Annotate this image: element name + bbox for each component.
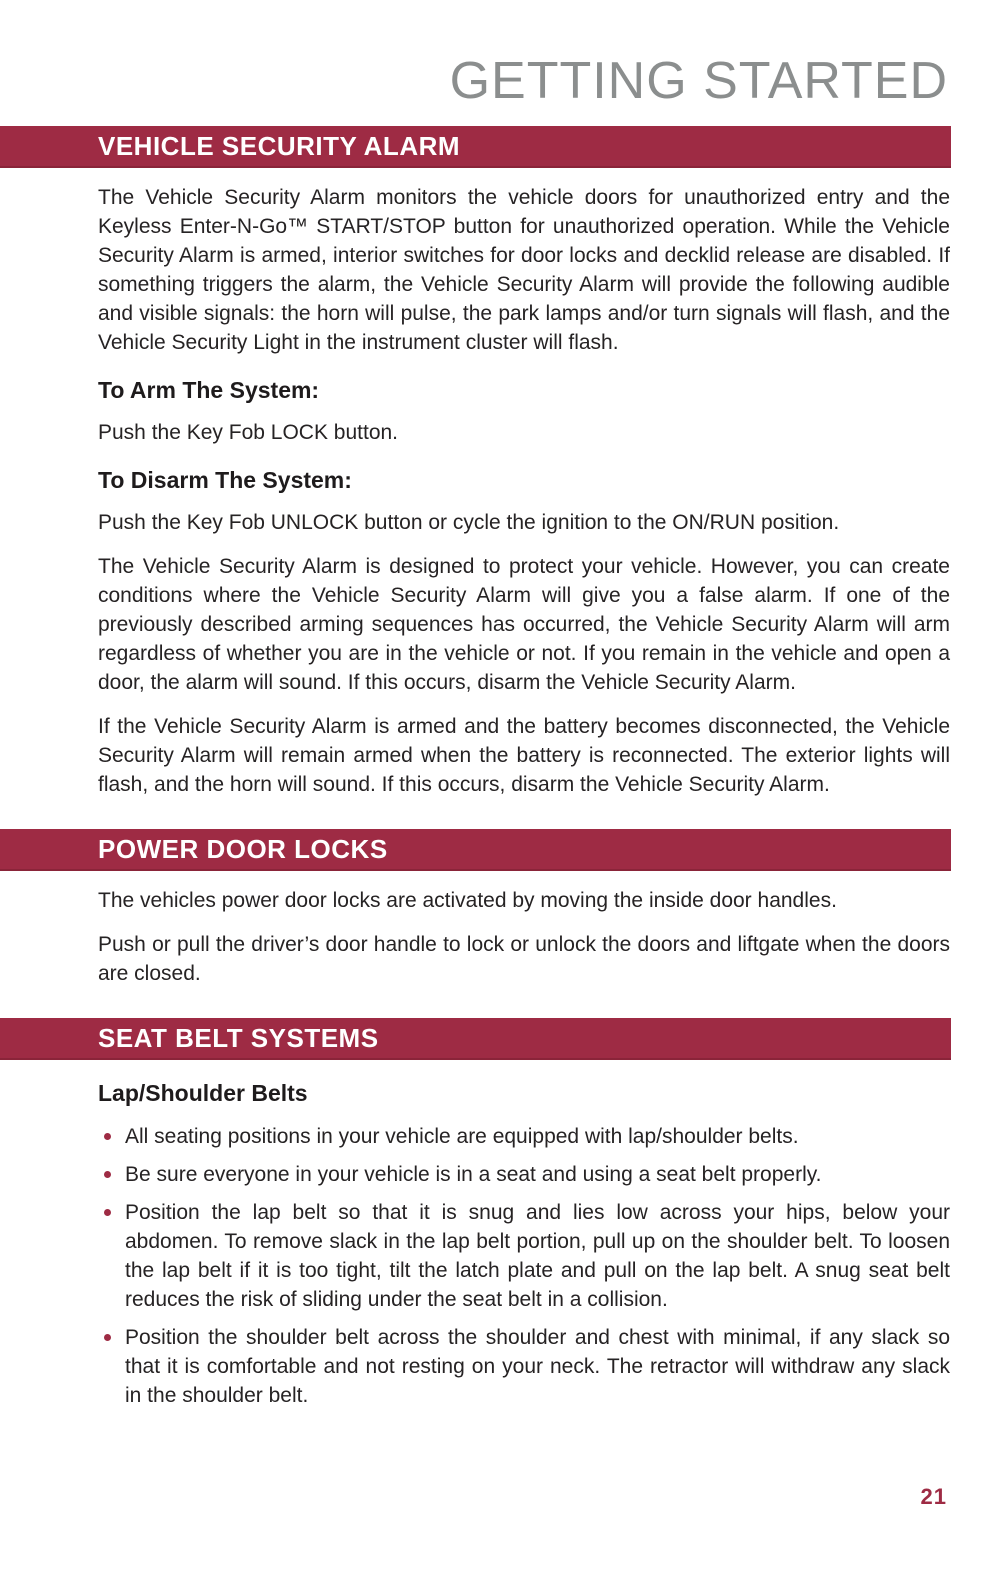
paragraph-door-locks-activation: The vehicles power door locks are activated by moving the inside door handles.	[98, 889, 837, 912]
bullet-icon	[104, 1209, 111, 1216]
section-header-seat-belt-systems	[0, 1018, 951, 1060]
page-title: GETTING STARTED	[449, 52, 948, 110]
bullet-list	[98, 1122, 950, 1410]
bullet-text: Be sure everyone in your vehicle is in a seat and using a seat belt properly.	[125, 1163, 822, 1186]
list-item	[98, 1323, 950, 1410]
bullet-text: Position the lap belt so that it is snug and lies low across your hips, below your abdomen. To remove slack in the lap belt portion, pull up on the shoulder belt. To loosen the lap belt if it is too tight, tilt the latch plate and pull on the lap belt. A snug seat belt reduces the risk of sliding under the seat belt in a collision.	[125, 1201, 950, 1311]
paragraph-false-alarm: The Vehicle Security Alarm is designed to protect your vehicle. However, you can create conditions where the Vehicle Security Alarm will give you a false alarm. If one of the previously described arming sequences has occurred, the Vehicle Security Alarm will arm regardless of whether you are in the vehicle or not. If you remain in the vehicle and open a door, the alarm will sound. If this occurs, disarm the Vehicle Security Alarm.	[98, 555, 950, 694]
section-body-power-door-locks	[0, 886, 1000, 1002]
section-body-vehicle-security-alarm	[0, 183, 1000, 813]
paragraph-battery-disconnect: If the Vehicle Security Alarm is armed and the battery becomes disconnected, the Vehicle Security Alarm will remain armed when the battery is reconnected. The exterior lights will flash, and the horn will sound. If this occurs, disarm the Vehicle Security Alarm.	[98, 715, 950, 796]
paragraph-disarm-instruction: Push the Key Fob UNLOCK button or cycle the ignition to the ON/RUN position.	[98, 511, 840, 534]
bullet-icon	[104, 1334, 111, 1341]
paragraph-door-handle-instruction: Push or pull the driver’s door handle to lock or unlock the doors and liftgate when the doors are closed.	[98, 933, 950, 985]
subheading-lap-shoulder-belts: Lap/Shoulder Belts	[98, 1080, 308, 1106]
section-header-vehicle-security-alarm	[0, 126, 951, 168]
bullet-icon	[104, 1133, 111, 1140]
paragraph-alarm-overview: The Vehicle Security Alarm monitors the vehicle doors for unauthorized entry and the Keyless Enter-N-Go™ START/STOP button for unauthorized operation. While the Vehicle Security Alarm is armed, interior switches for door locks and decklid release are disabled. If something triggers the alarm, the Vehicle Security Alarm will provide the following audible and visible signals: the horn will pulse, the park lamps and/or turn signals will flash, and the Vehicle Security Light in the instrument cluster will flash.	[98, 186, 950, 354]
section-header-power-door-locks	[0, 829, 951, 871]
bullet-text: Position the shoulder belt across the shoulder and chest with minimal, if any slack so that it is comfortable and not resting on your neck. The retractor will withdraw any slack in the shoulder belt.	[125, 1326, 950, 1407]
page-number: 21	[920, 1484, 947, 1509]
list-item	[98, 1160, 950, 1189]
bullet-text: All seating positions in your vehicle are equipped with lap/shoulder belts.	[125, 1125, 799, 1148]
section-header-label: POWER DOOR LOCKS	[98, 833, 388, 864]
subheading-disarm-system: To Disarm The System:	[98, 467, 352, 493]
section-body-seat-belt-systems	[0, 1080, 1000, 1433]
section-header-label: SEAT BELT SYSTEMS	[98, 1022, 379, 1053]
bullet-icon	[104, 1171, 111, 1178]
list-item	[98, 1122, 950, 1151]
paragraph-arm-instruction: Push the Key Fob LOCK button.	[98, 421, 399, 444]
section-header-label: VEHICLE SECURITY ALARM	[98, 130, 461, 161]
subheading-arm-system: To Arm The System:	[98, 377, 320, 403]
list-item	[98, 1198, 950, 1314]
